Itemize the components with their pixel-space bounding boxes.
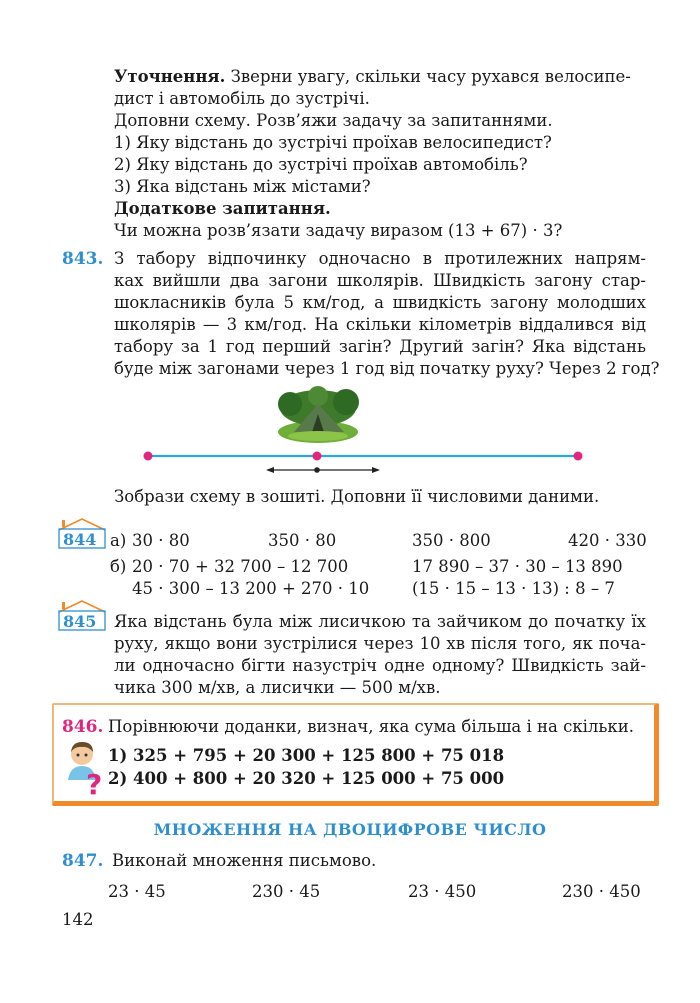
task-846-text: Порівнюючи доданки, визнач, яка сума більша і на скільки.	[108, 717, 634, 736]
task-844-a-3: 350 · 800	[412, 531, 491, 550]
task-843-line-3: шокласників була 5 км/год, а швидкість загону молодших	[114, 293, 646, 312]
task-844-a-2: 350 · 80	[268, 531, 337, 550]
task-844-a-label: а)	[110, 531, 127, 550]
task-843-line-4: школярів — 3 км/год. На скільки кілометрів віддалився від	[114, 315, 646, 334]
task-847-number: 847.	[62, 851, 104, 871]
clarification-line-1	[114, 66, 631, 88]
scheme-right-point	[574, 452, 583, 461]
svg-text:?: ?	[86, 768, 103, 798]
task-846-number: 846.	[62, 717, 104, 737]
task-843-line-1: З табору відпочинку одночасно в протилежних напрям-	[114, 249, 646, 268]
task-844-b-2: 17 890 – 37 · 30 – 13 890	[412, 557, 623, 576]
extra-question-label: Додаткове запитання.	[114, 199, 331, 218]
scheme-left-point	[144, 452, 153, 461]
task-847-item-1: 23 · 45	[108, 882, 166, 901]
task-845-line-2: руху, якщо вони зустрілися через 10 хв після того, як поча-	[114, 634, 646, 653]
task-843-line-5: табору за 1 год перший загін? Другий загін? Яка відстань	[114, 337, 646, 356]
task-845-line-3: ли одночасно бігти назустріч одне одному? Швидкість зай-	[114, 656, 646, 675]
task-845-number: 845	[63, 612, 97, 631]
task-844-b-4: (15 · 15 – 13 · 13) : 8 – 7	[412, 579, 615, 598]
task-847-item-2: 230 · 45	[252, 882, 321, 901]
task-847-text: Виконай множення письмово.	[112, 851, 377, 870]
child-question-icon	[62, 740, 106, 798]
task-847-item-3: 23 · 450	[408, 882, 477, 901]
task-844-a-1: 30 · 80	[132, 531, 190, 550]
task-846-sum-1: 1) 325 + 795 + 20 300 + 125 800 + 75 018	[108, 746, 505, 765]
task-845-line-4: чика 300 м/хв, а лисички — 500 м/хв.	[114, 678, 441, 697]
task-843-line-6: буде між загонами через 1 год від початку руху? Через 2 год?	[114, 359, 660, 378]
task-843-number: 843.	[62, 249, 104, 269]
scheme-camp-point	[313, 452, 322, 461]
section-title: МНОЖЕННЯ НА ДВОЦИФРОВЕ ЧИСЛО	[153, 820, 547, 839]
question-3: 3) Яка відстань між містами?	[114, 177, 371, 196]
question-1: 1) Яку відстань до зустрічі проїхав велосипедист?	[114, 133, 552, 152]
clarification-line-3: Доповни схему. Розв’яжи задачу за запитаннями.	[114, 111, 553, 130]
question-2: 2) Яку відстань до зустрічі проїхав автомобіль?	[114, 155, 528, 174]
task-843-line-2: ках вийшли два загони школярів. Швидкість загону стар-	[114, 271, 646, 290]
task-844-b-1: 20 · 70 + 32 700 – 12 700	[132, 557, 349, 576]
motion-scheme	[140, 444, 590, 478]
page-number: 142	[62, 910, 94, 929]
clarification-text: Зверни увагу, скільки часу рухався велосипе-	[225, 67, 631, 86]
task-846-sum-2: 2) 400 + 800 + 20 320 + 125 000 + 75 000	[108, 769, 505, 788]
task-843-after: Зобрази схему в зошиті. Доповни її числовими даними.	[114, 487, 600, 506]
tent-illustration	[276, 386, 360, 444]
clarification-label: Уточнення.	[114, 67, 226, 86]
task-847-item-4: 230 · 450	[562, 882, 641, 901]
task-844-b-label: б)	[110, 557, 127, 576]
task-844-number: 844	[63, 530, 97, 549]
task-845-line-1: Яка відстань була між лисичкою та зайчиком до початку їх	[114, 612, 646, 631]
task-844-b-3: 45 · 300 – 13 200 + 270 · 10	[132, 579, 370, 598]
clarification-line-2: дист і автомобіль до зустрічі.	[114, 89, 370, 108]
task-844-a-4: 420 · 330	[568, 531, 647, 550]
extra-question: Чи можна розв’язати задачу виразом (13 + 67) · 3?	[114, 221, 563, 240]
